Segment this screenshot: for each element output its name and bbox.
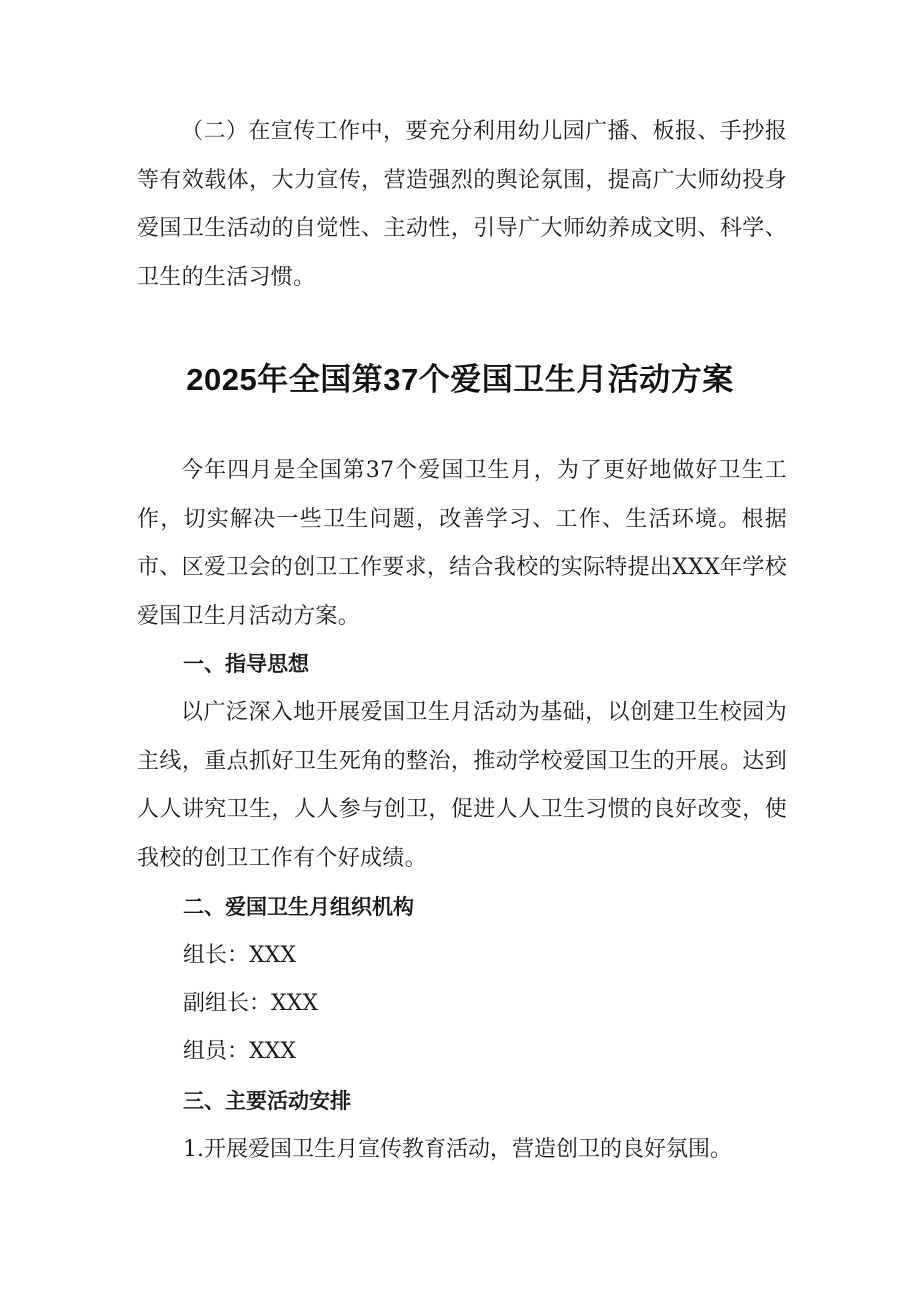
guiding-ideology-paragraph: 以广泛深入地开展爱国卫生月活动为基础，以创建卫生校园为主线，重点抓好卫生死角的整治，推动学校爱国卫生的开展。达到人人讲究卫生，人人参与创卫，促进人人卫生习惯的良好改变，使我校的创卫工作有个好成绩。 (137, 700, 787, 871)
section-heading-guiding-ideology: 一、指导思想 (183, 653, 309, 676)
leader-line: 组长：XXX (183, 943, 296, 968)
activity-item-1: 1.开展爱国卫生月宣传教育活动，营造创卫的良好氛围。 (183, 1137, 732, 1162)
document-title: 2025年全国第37个爱国卫生月活动方案 (186, 362, 734, 397)
intro-paragraph: （二）在宣传工作中，要充分利用幼儿园广播、板报、手抄报等有效载体，大力宣传，营造强烈的舆论氛围，提高广大师幼投身爱国卫生活动的自觉性、主动性，引导广大师幼养成文明、科学、卫生的生活习惯。 (137, 119, 787, 290)
members-line: 组员：XXX (183, 1039, 296, 1064)
section-heading-activities: 三、主要活动安排 (183, 1090, 351, 1113)
opening-paragraph: 今年四月是全国第37个爱国卫生月，为了更好地做好卫生工作，切实解决一些卫生问题，改善学习、工作、生活环境。根据市、区爱卫会的创卫工作要求，结合我校的实际特提出XXX年学校爱国卫生月活动方案。 (137, 458, 787, 629)
deputy-leader-line: 副组长：XXX (183, 991, 318, 1016)
section-heading-organization: 二、爱国卫生月组织机构 (183, 896, 414, 919)
